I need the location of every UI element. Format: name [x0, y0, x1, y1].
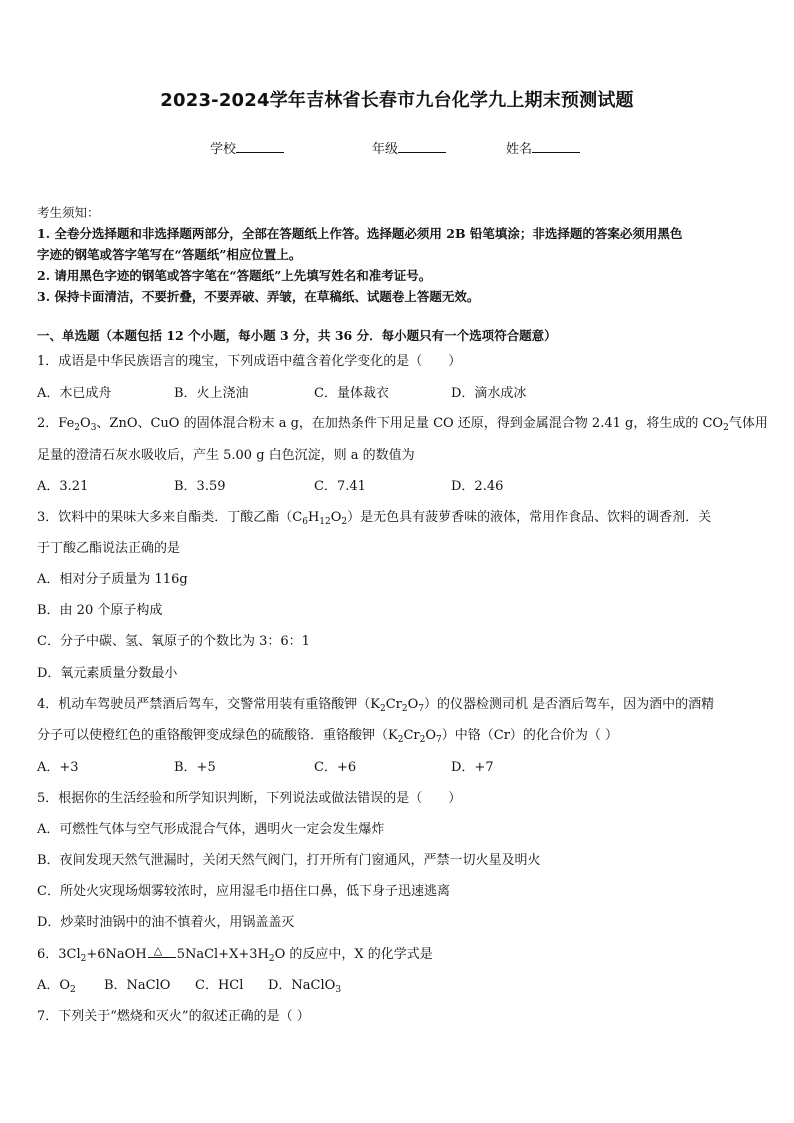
subscript: 7	[418, 704, 425, 714]
school-field	[210, 138, 284, 157]
q3-option-d: D．氧元素质量分数最小	[37, 666, 178, 681]
grade-field	[372, 138, 446, 157]
text: ）是无色具有菠萝香味的液体，常用作食品、饮料的调香剂．关	[347, 510, 712, 525]
subscript: 12	[319, 517, 331, 527]
subscript: 3	[90, 423, 97, 433]
name-label: 姓名	[506, 142, 533, 157]
subscript: 2	[379, 704, 386, 714]
name-field	[506, 138, 580, 157]
grade-blank	[398, 140, 446, 153]
q6-options	[37, 976, 341, 996]
exam-notice	[37, 202, 759, 307]
q5-stem: 5．根据你的生活经验和所学知识判断，下列说法或做法错误的是（ ）	[37, 791, 462, 806]
q6-stem	[37, 945, 433, 965]
notice-item: 3. 保持卡面清洁，不要折叠，不要弄破、弄皱，在草稿纸、试题卷上答题无效。	[37, 289, 480, 304]
q5-option-c: C．所处火灾现场烟雾较浓时，应用湿毛巾捂住口鼻，低下身子迅速逃离	[37, 884, 450, 899]
q4-options	[37, 758, 494, 778]
option: C．7.41	[314, 479, 366, 494]
subscript: 2	[397, 735, 404, 745]
text: O	[407, 697, 419, 712]
option: A．木已成舟	[37, 386, 112, 401]
q1-stem: 1．成语是中华民族语言的瑰宝，下列成语中蕴含着化学变化的是（ ）	[37, 354, 462, 369]
q2-stem-line2: 足量的澄清石灰水吸收后，产生 5.00 g 白色沉淀，则 a 的数值为	[37, 448, 415, 463]
q3-option-c: C．分子中碳、氢、氧原子的个数比为 3：6：1	[37, 634, 310, 649]
text: 3．饮料中的果味大多来自酯类．丁酸乙酯（C	[37, 510, 303, 525]
heat-triangle-icon: △	[153, 944, 163, 957]
option: D．+7	[451, 760, 494, 775]
section-heading: 一、单选题（本题包括 12 个小题，每小题 3 分，共 36 分．每小题只有一个选项符合题意）	[37, 328, 557, 343]
option: A．+3	[37, 760, 79, 775]
q3-option-b: B．由 20 个原子构成	[37, 603, 163, 618]
text: 气体用	[728, 416, 768, 431]
subscript: 2	[70, 985, 76, 995]
text: 4．机动车驾驶员严禁酒后驾车，交警常用装有重铬酸钾（K	[37, 697, 380, 712]
subscript: 7	[436, 735, 442, 745]
option: B．NaClO	[104, 978, 171, 993]
option-text: D．NaClO	[268, 978, 336, 993]
subscript: 2	[80, 954, 87, 964]
text: Cr	[403, 728, 420, 743]
text: 5NaCl+X+3H	[176, 947, 269, 962]
notice-item: 字迹的钢笔或答字笔写在“答题纸”相应位置上。	[37, 247, 302, 262]
q4-stem-line2	[37, 726, 618, 746]
subscript: 6	[302, 517, 308, 527]
text: 2．Fe	[37, 416, 75, 431]
subscript: 2	[268, 954, 275, 964]
notice-item: 2. 请用黑色字迹的钢笔或答字笔在“答题纸”上先填写姓名和准考证号。	[37, 268, 432, 283]
q7-stem: 7．下列关于“燃烧和灭火”的叙述正确的是（ ）	[37, 1009, 310, 1024]
option: C．+6	[314, 760, 357, 775]
q3-stem-line1	[37, 508, 711, 528]
q4-stem-line1	[37, 695, 714, 715]
subscript: 2	[419, 735, 426, 745]
school-blank	[236, 140, 284, 153]
notice-heading: 考生须知：	[37, 205, 100, 220]
option: B．火上浇油	[174, 386, 249, 401]
subscript: 2	[401, 704, 408, 714]
subscript: 2	[723, 423, 729, 433]
option: C．HCl	[195, 978, 244, 993]
q5-option-d: D．炒菜时油锅中的油不慎着火，用锅盖盖灭	[37, 915, 295, 930]
text: O 的反应中，X 的化学式是	[274, 947, 433, 962]
q5-option-b: B．夜间发现天然气泄漏时，关闭天然气阀门，打开所有门窗通风，严禁一切火星及明火	[37, 853, 541, 868]
option: B．+5	[174, 760, 216, 775]
q3-stem-line2: 于丁酸乙酯说法正确的是	[37, 541, 181, 556]
grade-label: 年级	[372, 142, 399, 157]
option-text: A．O	[37, 978, 71, 993]
text: 分子可以使橙红色的重铬酸钾变成绿色的硫酸铬．重铬酸钾（K	[37, 728, 398, 743]
option: D．2.46	[451, 479, 504, 494]
heating-condition	[147, 945, 177, 965]
subscript: 3	[335, 985, 342, 995]
option: D．滴水成冰	[451, 386, 527, 401]
q2-options	[37, 477, 503, 497]
q5-option-a: A．可燃性气体与空气形成混合气体，遇明火一定会发生爆炸	[37, 822, 385, 837]
text: O	[425, 728, 437, 743]
text: +6NaOH	[86, 947, 147, 962]
text: O	[330, 510, 342, 525]
text: H	[307, 510, 320, 525]
name-blank	[532, 140, 580, 153]
text: O	[80, 416, 91, 431]
q2-stem-line1	[37, 414, 768, 434]
option	[268, 976, 341, 996]
text: ）的仪器检测司机 是否酒后驾车，因为酒中的酒精	[424, 697, 715, 712]
notice-item: 1. 全卷分选择题和非选择题两部分，全部在答题纸上作答。选择题必须用 2B 铅笔填涂；非选择题的答案必须用黑色	[37, 226, 683, 241]
option	[37, 976, 104, 996]
option: C．量体裁衣	[314, 386, 389, 401]
text: 、ZnO、CuO 的固体混合粉末 a g，在加热条件下用足量 CO 还原，得到金属混合物 2.41 g，将生成的 CO	[96, 416, 724, 431]
subscript: 2	[74, 423, 81, 433]
q3-option-a: A．相对分子质量为 116g	[37, 572, 188, 587]
option: B．3.59	[174, 479, 226, 494]
text: Cr	[385, 697, 402, 712]
option: A．3.21	[37, 479, 89, 494]
subscript: 2	[341, 517, 348, 527]
page-title: 2023-2024学年吉林省长春市九台化学九上期末预测试题	[160, 90, 634, 111]
text: 6．3Cl	[37, 947, 81, 962]
school-label: 学校	[210, 142, 237, 157]
text: ）中铬（Cr）的化合价为（ ）	[441, 728, 619, 743]
q1-options	[37, 384, 526, 404]
